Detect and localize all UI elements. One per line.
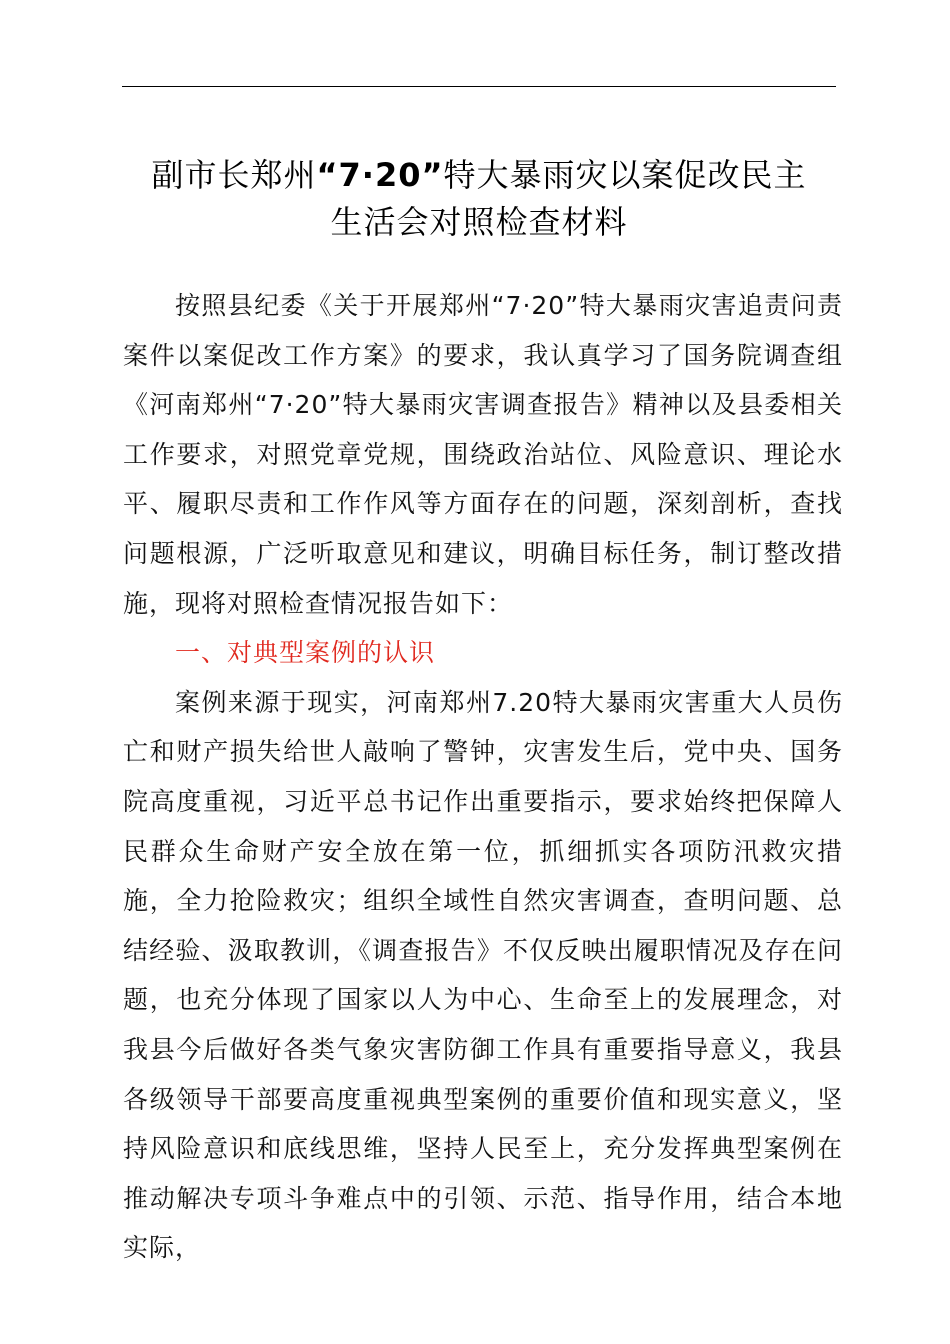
title-part-1: 副市长郑州 <box>151 156 317 194</box>
section-heading-1: 一、对典型案例的认识 <box>175 638 436 668</box>
document-body <box>123 281 843 1273</box>
title-part-2: 特大暴雨灾以案促改民主 <box>443 156 807 194</box>
document-title <box>100 152 858 246</box>
intro-paragraph: 按照县纪委《关于开展郑州“7·20”特大暴雨灾害追责问责案件以案促改工作方案》的要求，我认真学习了国务院调查组《河南郑州“7·20”特大暴雨灾害调查报告》精神以及县委相关工作要求，对照党章党规，围绕政治站位、风险意识、理论水平、履职尽责和工作作风等方面存在的问题，深刻剖析，查找问题根源，广泛听取意见和建议，明确目标任务，制订整改措施，现将对照检查情况报告如下： <box>123 291 843 618</box>
title-date-quote: “7·20” <box>316 156 444 194</box>
case-paragraph: 案例来源于现实，河南郑州7.20特大暴雨灾害重大人员伤亡和财产损失给世人敲响了警钟，灾害发生后，党中央、国务院高度重视，习近平总书记作出重要指示，要求始终把保障人民群众生命财产安全放在第一位，抓细抓实各项防汛救灾措施，全力抢险救灾；组织全域性自然灾害调查，查明问题、总结经验、汲取教训，《调查报告》不仅反映出履职情况及存在问题，也充分体现了国家以人为中心、生命至上的发展理念，对我县今后做好各类气象灾害防御工作具有重要指导意义，我县各级领导干部要高度重视典型案例的重要价值和现实意义，坚持风险意识和底线思维，坚持人民至上，充分发挥典型案例在推动解决专项斗争难点中的引领、示范、指导作用，结合本地实际， <box>123 687 843 1263</box>
title-line-2: 生活会对照检查材料 <box>330 203 628 241</box>
header-rule <box>122 86 836 87</box>
